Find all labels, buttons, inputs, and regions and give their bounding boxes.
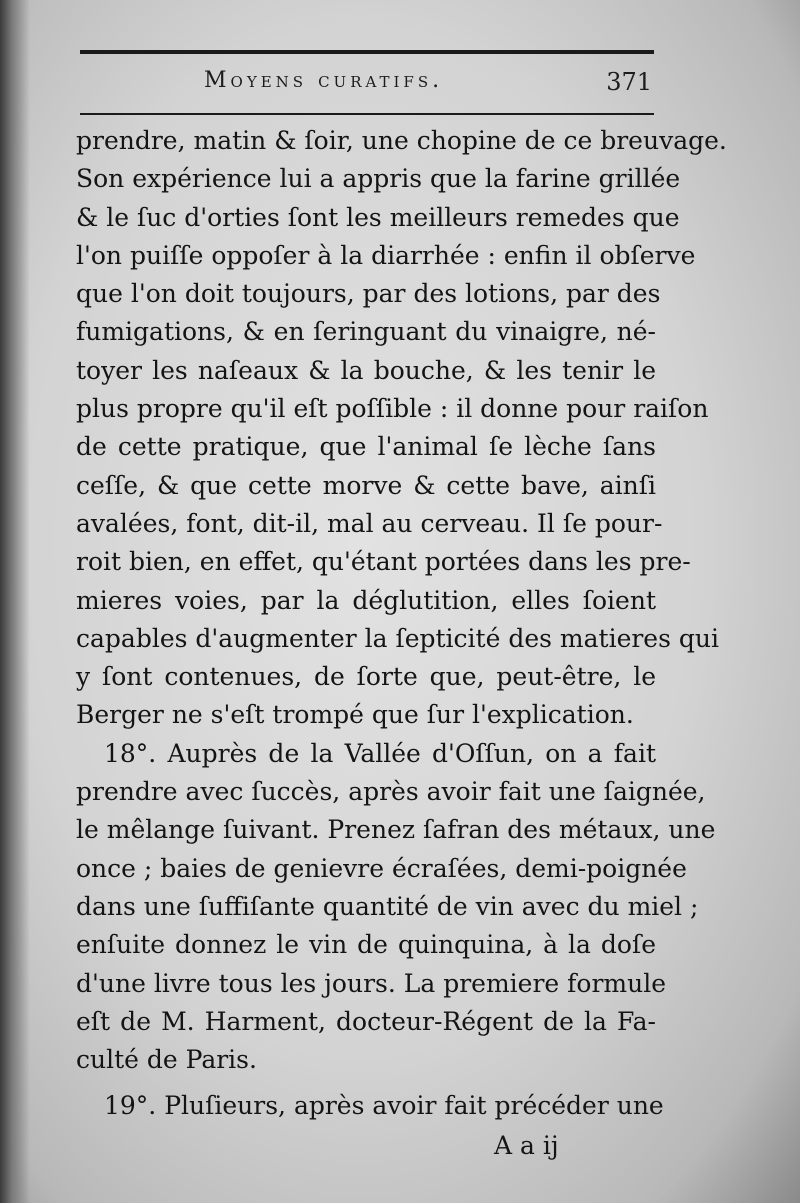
text-line: que l'on doit toujours, par des lotions, par des bbox=[76, 279, 661, 309]
paragraph-continued bbox=[76, 122, 727, 735]
text-line: enſuite donnez le vin de quinquina, à la doſe bbox=[76, 930, 656, 960]
text-line: once ; baies de genievre écraſées, demi-poignée bbox=[76, 853, 687, 883]
text-line: roit bien, en effet, qu'étant portées dans les pre- bbox=[76, 547, 691, 577]
text-line: 19°. Pluſieurs, après avoir fait précéder une bbox=[104, 1091, 664, 1121]
text-line: prendre, matin & ſoir, une chopine de ce breuvage. bbox=[76, 126, 727, 155]
text-line: mieres voies, par la déglutition, elles ſoient bbox=[76, 585, 656, 615]
text-line: culté de Paris. bbox=[76, 1045, 257, 1075]
text-line: & le ſuc d'orties ſont les meilleurs remedes que bbox=[76, 202, 680, 232]
text-line: dans une ſuffiſante quantité de vin avec du miel ; bbox=[76, 891, 699, 921]
text-line: eſt de M. Harment, docteur-Régent de la Fa- bbox=[76, 1006, 656, 1036]
running-header bbox=[80, 62, 654, 102]
text-line: y ſont contenues, de ſorte que, peut-être, le bbox=[76, 662, 656, 692]
page-number: 371 bbox=[606, 68, 652, 96]
page-body bbox=[76, 122, 727, 1126]
text-line: le mêlange ſuivant. Prenez ſafran des métaux, une bbox=[76, 815, 716, 845]
running-title: Moyens curatifs. bbox=[204, 68, 444, 93]
text-line: toyer les naſeaux & la bouche, & les tenir le bbox=[76, 355, 656, 385]
header-rule-top bbox=[80, 50, 654, 54]
text-line: capables d'augmenter la ſepticité des matieres qui bbox=[76, 623, 719, 653]
paragraph-item-19 bbox=[76, 1087, 664, 1125]
header-rule-bottom bbox=[80, 113, 654, 115]
text-line: Son expérience lui a appris que la farine grillée bbox=[76, 164, 681, 194]
text-line: prendre avec ſuccès, après avoir fait une ſaignée, bbox=[76, 777, 706, 807]
text-line: de cette pratique, que l'animal ſe lèche ſans bbox=[76, 432, 656, 462]
text-line: ceſſe, & que cette morve & cette bave, ainſi bbox=[76, 470, 656, 500]
text-line: avalées, font, dit-il, mal au cerveau. Il ſe pour- bbox=[76, 508, 663, 538]
text-line: Berger ne s'eſt trompé que ſur l'explication. bbox=[76, 700, 634, 730]
text-line: fumigations, & en ſeringuant du vinaigre, né- bbox=[76, 317, 656, 347]
text-line: plus propre qu'il eſt poſſible : il donne pour raiſon bbox=[76, 394, 709, 424]
text-line: l'on puiſſe oppoſer à la diarrhée : enfin il obſerve bbox=[76, 240, 696, 270]
signature-mark: A a ij bbox=[494, 1131, 559, 1160]
binding-gutter bbox=[0, 0, 30, 1203]
text-line: 18°. Auprès de la Vallée d'Oſſun, on a fait bbox=[104, 738, 656, 768]
text-line: d'une livre tous les jours. La premiere formule bbox=[76, 968, 666, 998]
paragraph-item-18 bbox=[76, 735, 716, 1080]
